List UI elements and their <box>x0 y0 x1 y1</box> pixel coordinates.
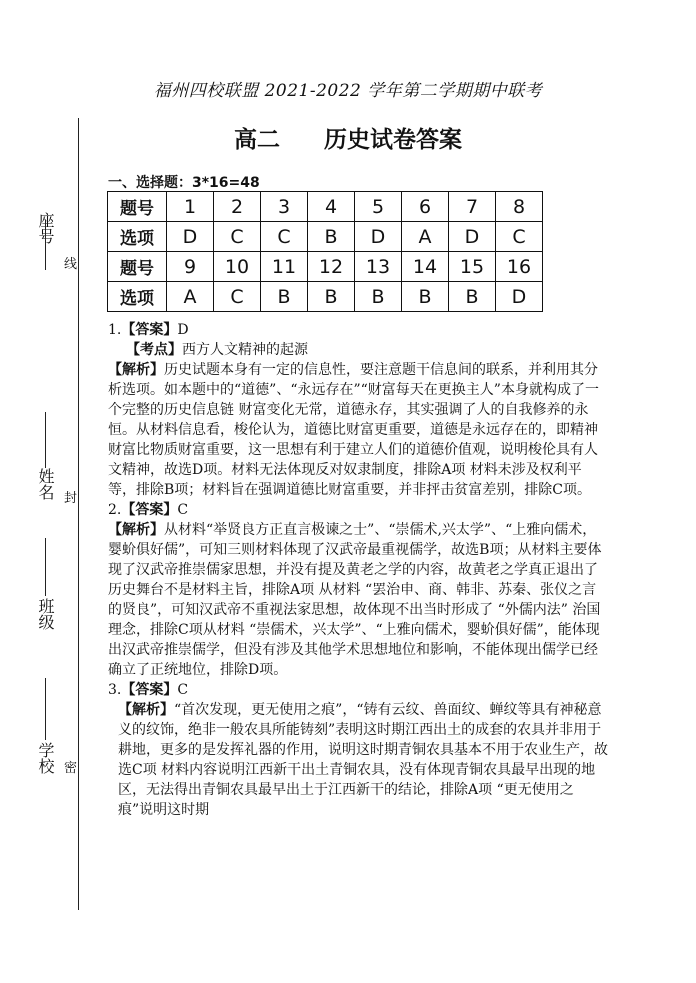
class-label: 班级 <box>36 598 55 630</box>
question-number: 3 <box>261 192 308 222</box>
question-number: 10 <box>214 252 261 282</box>
section-heading: 一、选择题：3*16=48 <box>108 175 260 191</box>
question-number: 16 <box>496 252 543 282</box>
answer-choice: A <box>167 282 214 312</box>
q3-answer: C <box>177 682 189 698</box>
answer-choice: C <box>496 222 543 252</box>
seal-line-char: 线 <box>64 257 78 272</box>
q1-kaodian-line <box>108 340 608 360</box>
question-number: 12 <box>308 252 355 282</box>
answer-choice: D <box>496 282 543 312</box>
q1-answer-tag: 【答案】 <box>121 322 178 338</box>
answer-choice: B <box>355 282 402 312</box>
question-number: 6 <box>402 192 449 222</box>
q1-answer-line <box>108 320 608 340</box>
q2-number: 2. <box>108 502 122 518</box>
table-row <box>108 282 543 312</box>
grade-label: 高二 <box>233 126 280 153</box>
row-label-answer: 选项 <box>108 222 167 252</box>
binding-line <box>78 118 79 910</box>
subject-label: 历史试卷答案 <box>324 126 462 153</box>
answer-choice: B <box>449 282 496 312</box>
question-number: 2 <box>214 192 261 222</box>
class-rule <box>45 538 46 596</box>
page-header: 福州四校联盟 2021-2022 学年第二学期期中联考 <box>153 81 543 101</box>
name-rule <box>45 412 46 468</box>
answer-choice: C <box>214 282 261 312</box>
row-label-answer: 选项 <box>108 282 167 312</box>
seat-label: 座号 <box>36 212 55 244</box>
q1-jiexi: 历史试题本身有一定的信息性，要注意题干信息间的联系，并利用其分析选项。如本题中的“道德”、“永远存在”“财富每天在更换主人”本身就构成了一个完整的历史信息链 财富变化无常，道德永存，其实强调了人的自我修养的永恒。从材料信息看，梭伦认为，道德比财富更重要，道德是永远存在的，即精神财富比物质财富重要，这一思想有利于建立人们的道德价值观，说明梭伦具有人文精神，故选D项。材料无法体现反对奴隶制度，排除A项 材料未涉及权利平等，排除B项；材料旨在强调道德比财富重要，并非抨击贫富差别，排除C项。 <box>108 362 599 498</box>
answer-choice: D <box>167 222 214 252</box>
question-number: 4 <box>308 192 355 222</box>
q2-answer-tag: 【答案】 <box>121 502 178 518</box>
q1-jiexi-paragraph <box>108 360 608 500</box>
page-title <box>0 121 696 154</box>
q3-jiexi-paragraph <box>108 700 608 820</box>
seal-seal-char: 封 <box>64 491 78 506</box>
school-rule <box>45 678 46 740</box>
question-number: 5 <box>355 192 402 222</box>
answer-choice: B <box>261 282 308 312</box>
answer-choice: C <box>214 222 261 252</box>
question-number: 7 <box>449 192 496 222</box>
q2-jiexi-paragraph <box>108 520 608 680</box>
row-label-question: 题号 <box>108 252 167 282</box>
answer-choice: D <box>449 222 496 252</box>
q3-jiexi: “首次发现，更无使用之痕”，“铸有云纹、兽面纹、蝉纹等具有神秘意义的纹饰，绝非一般农具所能铸刻”表明这时期江西出土的成套的农具并非用于耕地，更多的是发挥礼器的作用，说明这时期青铜农具基本不用于农业生产，故选C项 材料内容说明江西新干出土青铜农具，没有体现青铜农具最早出现的地区，无法得出青铜农具最早出土于江西新干的结论，排除A项 “更无使用之痕”说明这时期 <box>118 702 608 818</box>
q3-jiexi-tag: 【解析】 <box>118 702 174 718</box>
table-row <box>108 192 543 222</box>
q2-jiexi-tag: 【解析】 <box>108 522 164 538</box>
question-number: 11 <box>261 252 308 282</box>
q1-jiexi-tag: 【解析】 <box>108 362 164 378</box>
table-row <box>108 252 543 282</box>
answer-choice: C <box>261 222 308 252</box>
q1-kaodian-tag: 【考点】 <box>126 342 182 358</box>
answer-choice: A <box>402 222 449 252</box>
table-row <box>108 222 543 252</box>
question-number: 15 <box>449 252 496 282</box>
q1-kaodian: 西方人文精神的起源 <box>182 342 308 358</box>
row-label-question: 题号 <box>108 192 167 222</box>
q2-jiexi: 从材料“举贤良方正直言极谏之士”、“崇儒术,兴太学”、“上雅向儒术，婴蚧俱好儒”，可知三则材料体现了汉武帝最重视儒学，故选B项；从材料主要体现了汉武帝推崇儒家思想，并没有提及黄老之学的内容，故黄老之学真正退出了历史舞台不是材料主旨，排除A项 从材料 “罢治申、商、韩非、苏秦、张仪之言的贤良”，可知汉武帝不重视法家思想，故体现不出当时形成了 “外儒内法” 治国理念，排除C项从材料 “崇儒术，兴太学”、“上雅向儒术，婴蚧俱好儒”，能体现出汉武帝推崇儒学，但没有涉及其他学术思想地位和影响，不能体现出儒学已经确立了正统地位，排除D项。 <box>108 522 602 678</box>
q3-answer-tag: 【答案】 <box>121 682 178 698</box>
q3-number: 3. <box>108 682 122 698</box>
name-label: 姓名 <box>36 468 55 500</box>
q2-answer: C <box>177 502 189 518</box>
q3-answer-line <box>108 680 608 700</box>
answer-explanations <box>108 320 608 820</box>
answer-choice: B <box>308 222 355 252</box>
q1-answer: D <box>177 322 189 338</box>
q1-number: 1. <box>108 322 122 338</box>
seal-secret-char: 密 <box>64 761 78 776</box>
question-number: 1 <box>167 192 214 222</box>
seat-rule <box>45 220 46 270</box>
q2-answer-line <box>108 500 608 520</box>
question-number: 13 <box>355 252 402 282</box>
question-number: 14 <box>402 252 449 282</box>
answer-choice: B <box>308 282 355 312</box>
question-number: 8 <box>496 192 543 222</box>
answer-choice: D <box>355 222 402 252</box>
question-number: 9 <box>167 252 214 282</box>
answer-table <box>107 191 543 312</box>
answer-choice: B <box>402 282 449 312</box>
school-label: 学校 <box>36 742 55 774</box>
